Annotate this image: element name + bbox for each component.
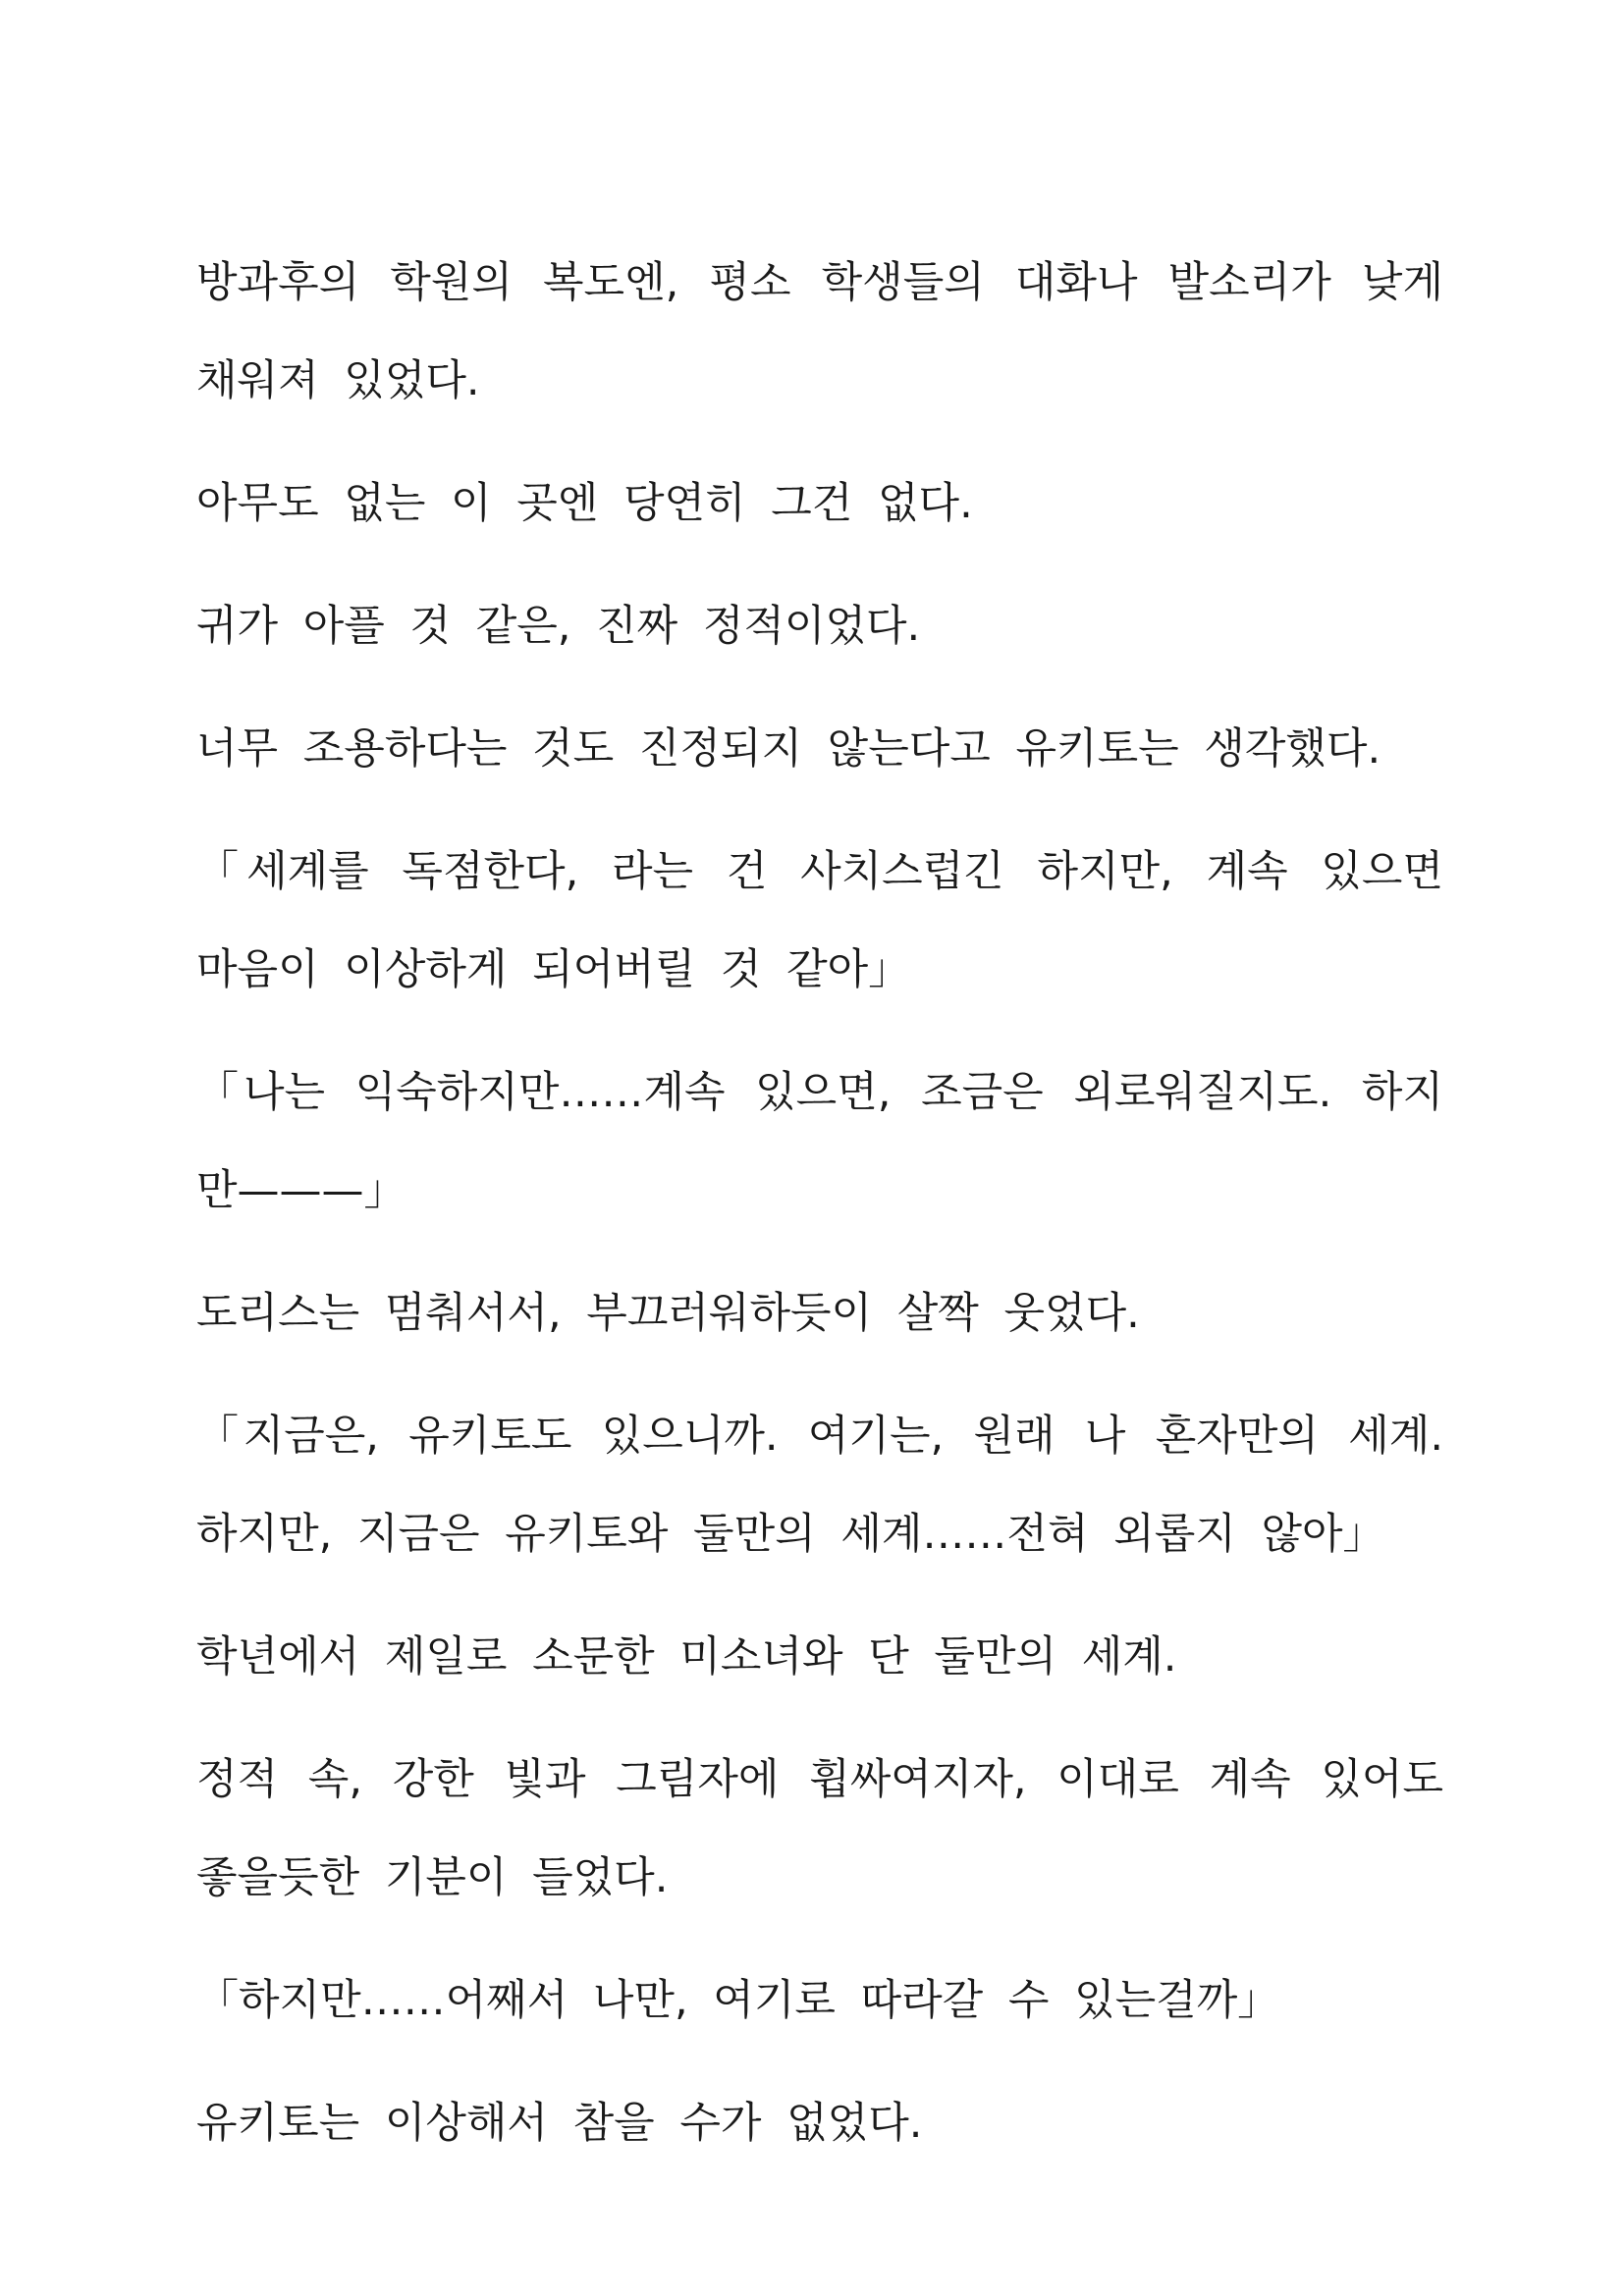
paragraph-3: 귀가 아플 것 같은, 진짜 정적이었다. xyxy=(196,602,921,651)
paragraph-5: 「세계를 독점한다, 라는 건 사치스럽긴 하지만, 계속 있으면 마음이 이상하게 되어버릴 것 같아」 xyxy=(196,847,1443,994)
paragraph-4: 너무 조용하다는 것도 진정되지 않는다고 유키토는 생각했다. xyxy=(196,724,1381,774)
paragraph-10: 정적 속, 강한 빛과 그림자에 휩싸여지자, 이대로 계속 있어도 좋을듯한 기분이 들었다. xyxy=(196,1755,1443,1902)
paragraph-1: 방과후의 학원의 복도엔, 평소 학생들의 대화나 발소리가 낮게 채워져 있었다. xyxy=(196,258,1443,405)
paragraph-9: 학년에서 제일로 소문한 미소녀와 단 둘만의 세계. xyxy=(196,1632,1177,1682)
paragraph-7: 도리스는 멈춰서서, 부끄러워하듯이 살짝 웃었다. xyxy=(196,1289,1140,1338)
paragraph-11: 「하지만……어째서 나만, 여기로 따라갈 수 있는걸까」 xyxy=(196,1976,1280,2025)
paragraph-6: 「나는 익숙하지만……계속 있으면, 조금은 외로워질지도. 하지만———」 xyxy=(196,1068,1443,1215)
paragraph-2: 아무도 없는 이 곳엔 당연히 그건 없다. xyxy=(196,479,973,528)
paragraph-8: 「지금은, 유키토도 있으니까. 여기는, 원래 나 혼자만의 세계. 하지만, 지금은 유키토와 둘만의 세계……전혀 외롭지 않아」 xyxy=(196,1412,1443,1559)
paragraph-12: 유키토는 이상해서 참을 수가 없었다. xyxy=(196,2099,923,2148)
body-text xyxy=(196,234,1443,2197)
